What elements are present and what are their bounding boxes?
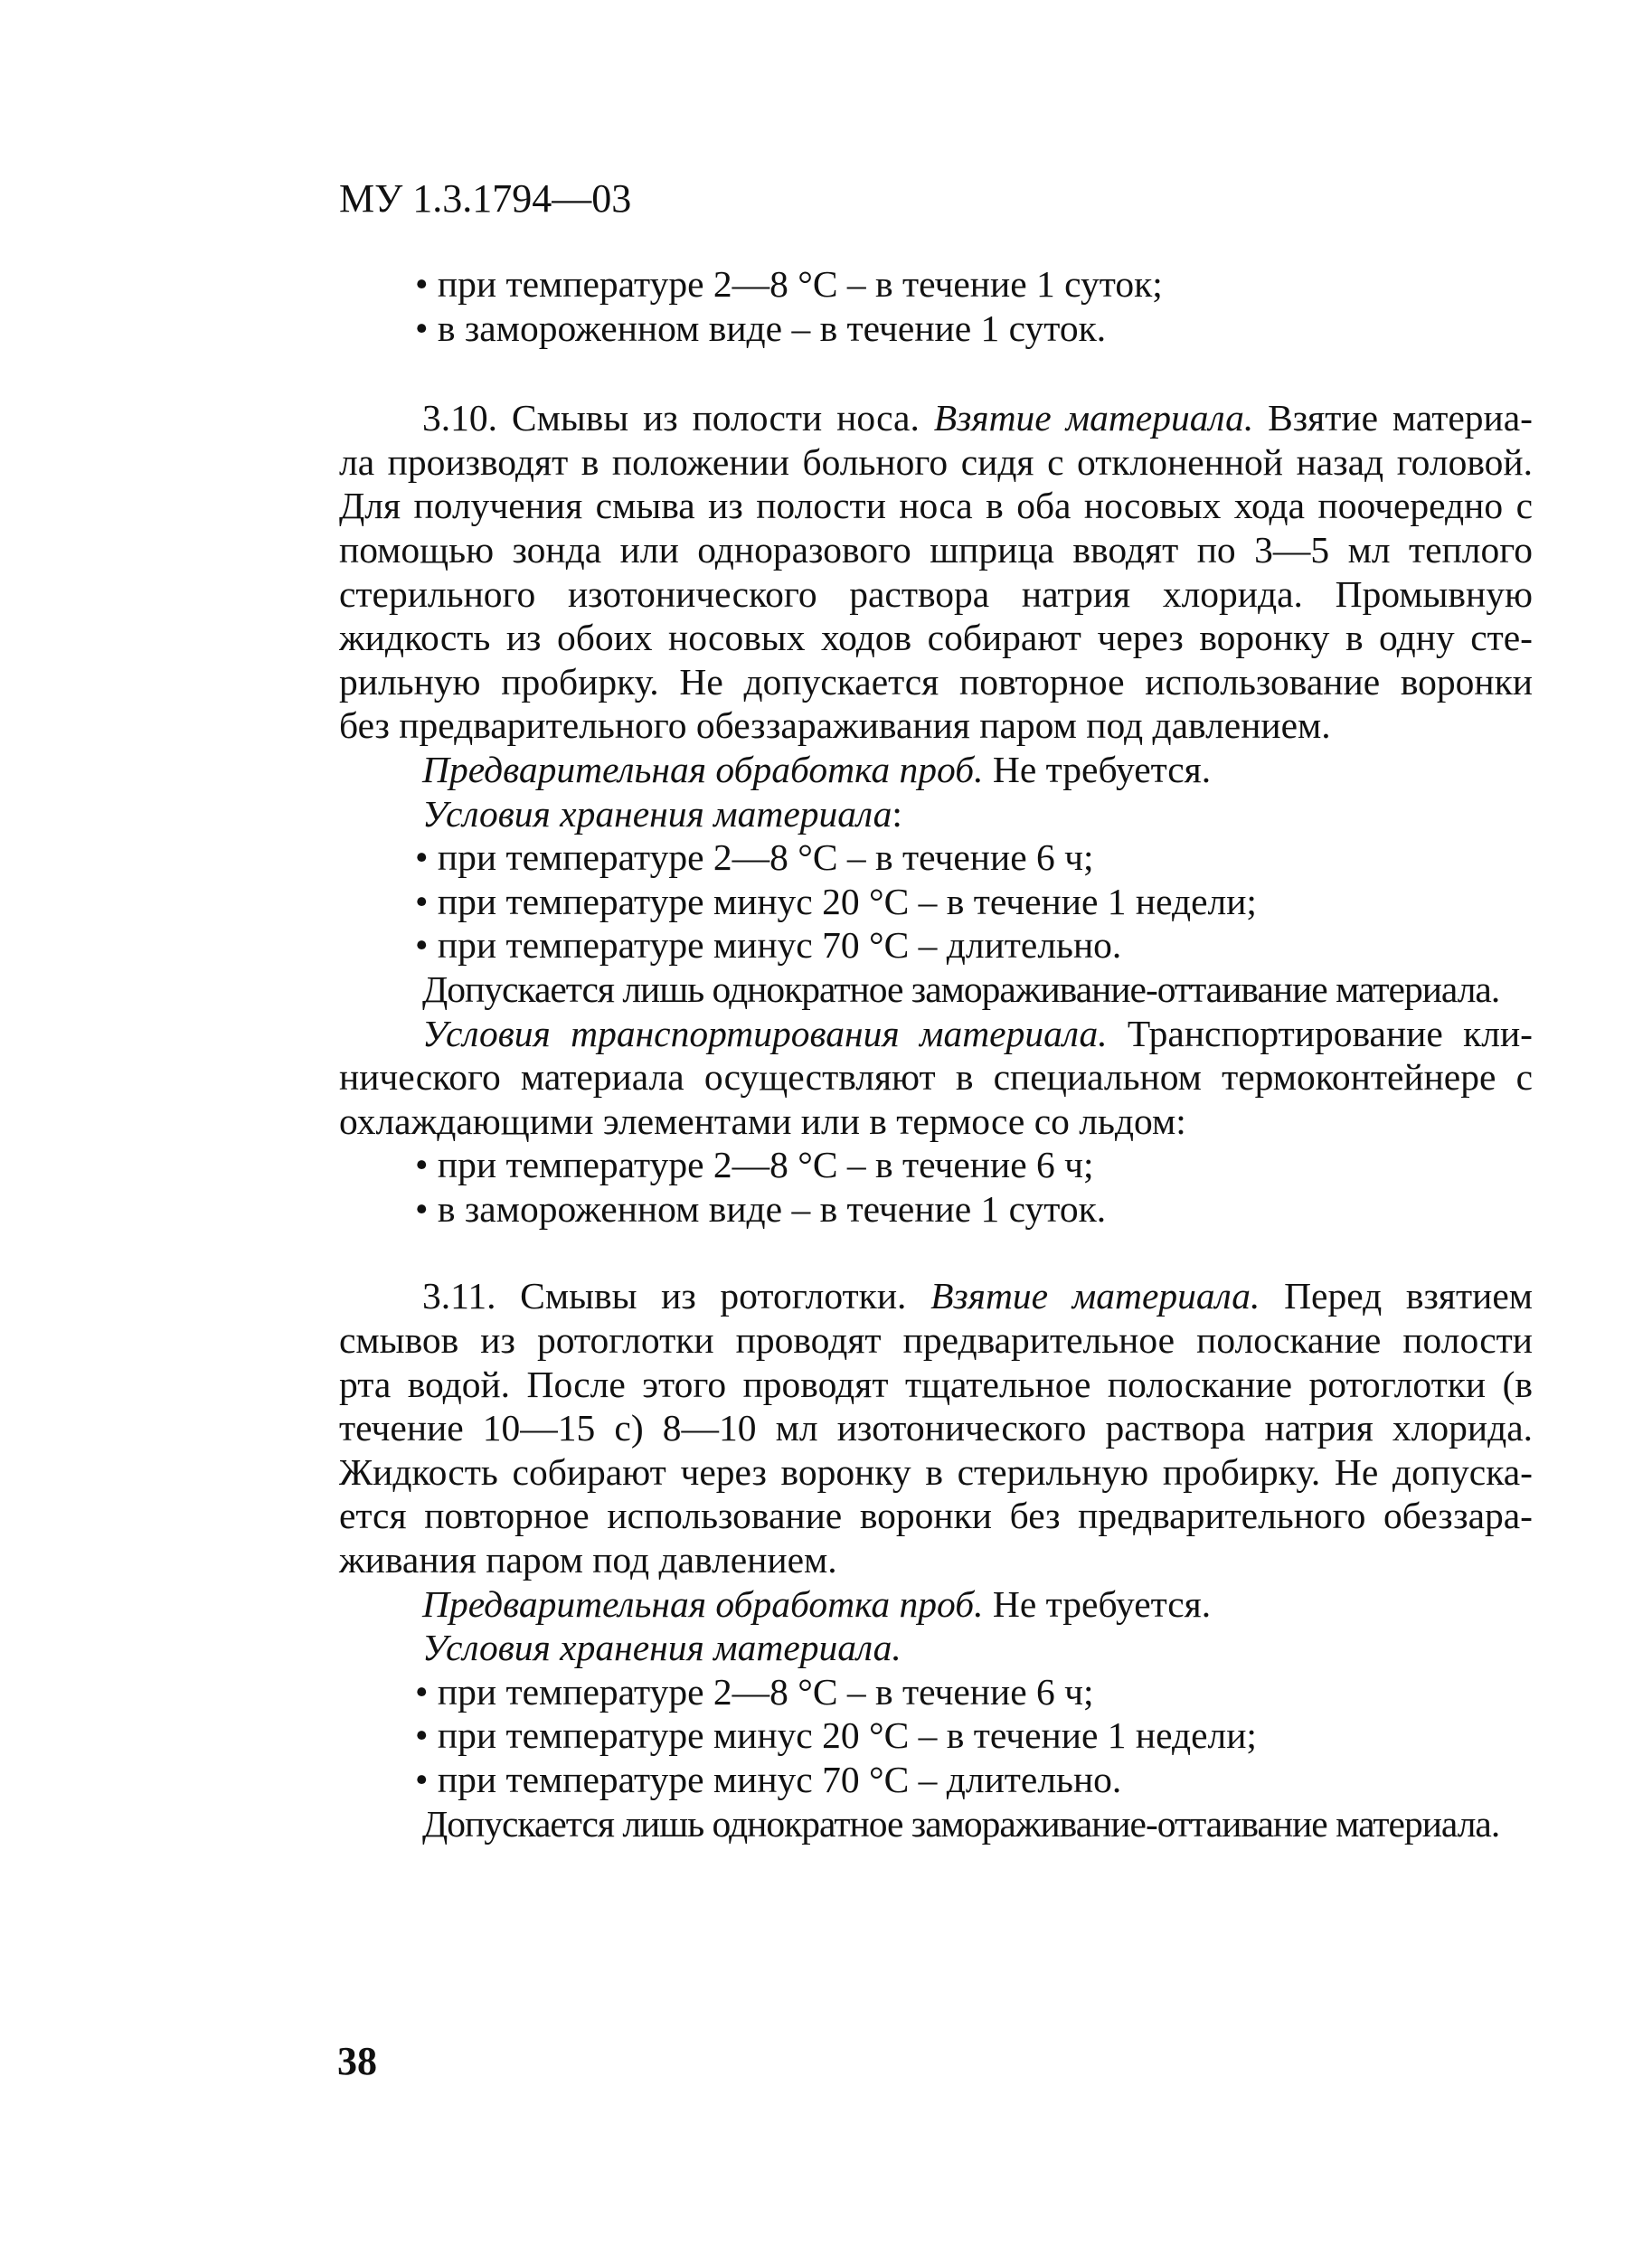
page-content — [339, 262, 1533, 1845]
spacer — [339, 350, 1533, 396]
list-item: • при температуре минус 70 °С – длительно. — [415, 924, 1122, 967]
paragraph-line: нического материала осуществляют в специальном термоконтейнере с — [339, 1056, 1533, 1099]
paragraph-line: охлаждающими элементами или в термосе со льдом: — [339, 1100, 1186, 1142]
pretreatment-line: Предварительная обработка проб. Не требуется. — [422, 1582, 1212, 1625]
pretreatment-line: Предварительная обработка проб. Не требуется. — [422, 748, 1212, 790]
paragraph-line: рта водой. После этого проводят тщательное полоскание ротоглотки (в — [339, 1363, 1533, 1405]
paragraph-line: без предварительного обеззараживания паром под давлением. — [339, 704, 1331, 747]
page-header: МУ 1.3.1794—03 — [339, 176, 632, 221]
page-number: 38 — [337, 2039, 377, 2083]
paragraph-line: смывов из ротоглотки проводят предварительное полоскание полости — [339, 1319, 1533, 1362]
paragraph-line: жидкость из обоих носовых ходов собирают через воронку в одну сте- — [339, 617, 1533, 659]
storage-heading: Условия хранения материала. — [422, 1627, 902, 1669]
list-item: • в замороженном виде – в течение 1 суток. — [415, 1187, 1107, 1230]
section-3-10-first-line: 3.10. Смывы из полости носа. Взятие материала. Взятие материа- — [422, 397, 1533, 439]
paragraph-line: Жидкость собирают через воронку в стерильную пробирку. Не допуска- — [339, 1450, 1533, 1493]
paragraph-line: стерильного изотонического раствора натрия хлорида. Промывную — [339, 572, 1533, 615]
paragraph-line: живания паром под давлением. — [339, 1539, 837, 1581]
paragraph-line: помощью зонда или одноразового шприца вводят по 3—5 мл теплого — [339, 528, 1533, 571]
paragraph-line: ется повторное использование воронки без предварительного обеззара- — [339, 1495, 1533, 1537]
list-item: • при температуре 2—8 °С – в течение 6 ч; — [415, 1670, 1094, 1713]
list-item: • при температуре 2—8 °С – в течение 6 ч; — [415, 1144, 1094, 1186]
spacer — [339, 1231, 1533, 1274]
transport-first-line: Условия транспортирования материала. Транспортирование кли- — [422, 1012, 1533, 1054]
storage-heading: Условия хранения материала: — [422, 792, 902, 835]
list-item: • при температуре минус 20 °С – в течение 1 недели; — [415, 1714, 1257, 1757]
paragraph-line: ла производят в положении больного сидя с отклоненной назад головой. — [339, 440, 1533, 483]
list-item: • при температуре минус 20 °С – в течение 1 недели; — [415, 880, 1257, 922]
paragraph-line: течение 10—15 с) 8—10 мл изотонического раствора натрия хлорида. — [339, 1407, 1533, 1449]
paragraph-line: рильную пробирку. Не допускается повторное использование воронки — [339, 660, 1533, 703]
freeze-note: Допускается лишь однократное замораживание-оттаивание материала. — [422, 968, 1500, 1010]
paragraph-line: Для получения смыва из полости носа в оба носовых хода поочередно с — [339, 485, 1533, 527]
freeze-note: Допускается лишь однократное замораживание-оттаивание материала. — [422, 1802, 1500, 1845]
list-item: • в замороженном виде – в течение 1 суток. — [415, 307, 1107, 349]
list-item: • при температуре минус 70 °С – длительно. — [415, 1759, 1122, 1800]
section-3-11-first-line: 3.11. Смывы из ротоглотки. Взятие материала. Перед взятием — [422, 1275, 1533, 1317]
list-item: • при температуре 2—8 °С – в течение 6 ч; — [415, 836, 1094, 879]
italic-heading: Взятие материала. — [933, 397, 1254, 439]
italic-heading: Взятие материала. — [930, 1275, 1260, 1317]
list-item: • при температуре 2—8 °С – в течение 1 суток; — [415, 263, 1163, 305]
